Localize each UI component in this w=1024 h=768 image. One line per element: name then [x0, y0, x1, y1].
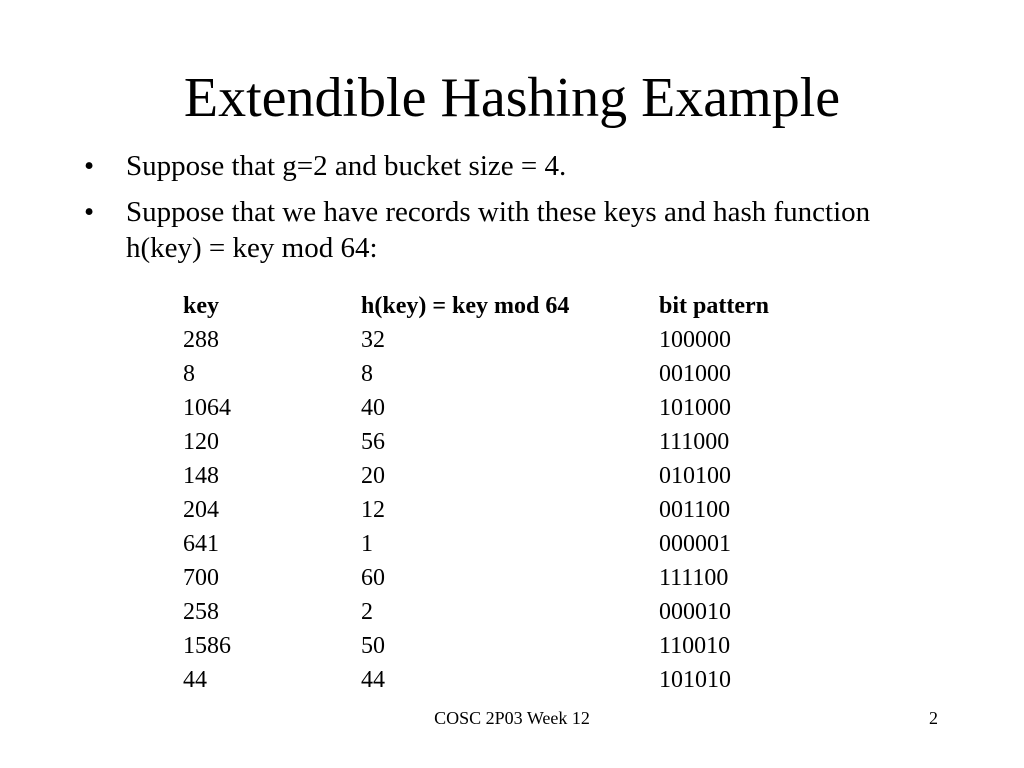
cell-hash: 60	[361, 565, 385, 591]
cell-hash: 12	[361, 497, 385, 523]
table-row	[183, 561, 819, 595]
table-row	[183, 493, 819, 527]
cell-hash: 2	[361, 599, 373, 625]
page-number: 2	[929, 708, 938, 728]
cell-key: 148	[183, 463, 219, 489]
hash-table	[183, 289, 819, 697]
bullet-list	[84, 148, 944, 276]
cell-bit-pattern: 001100	[659, 497, 731, 523]
cell-key: 204	[183, 497, 219, 523]
cell-key: 1064	[183, 395, 231, 421]
cell-bit-pattern: 000001	[659, 531, 731, 557]
cell-bit-pattern: 100000	[659, 327, 731, 353]
table-row	[183, 391, 819, 425]
cell-hash: 56	[361, 429, 385, 455]
cell-bit-pattern: 000010	[659, 599, 731, 625]
cell-hash: 50	[361, 633, 385, 659]
cell-hash: 8	[361, 361, 373, 387]
header-key: key	[183, 293, 219, 319]
header-hash: h(key) = key mod 64	[361, 293, 570, 319]
cell-bit-pattern: 001000	[659, 361, 731, 387]
cell-key: 258	[183, 599, 219, 625]
slide-title: Extendible Hashing Example	[183, 67, 841, 129]
cell-bit-pattern: 110010	[659, 633, 731, 659]
bullet-marker: •	[84, 196, 95, 228]
table-body	[183, 323, 819, 697]
cell-key: 700	[183, 565, 219, 591]
cell-bit-pattern: 111100	[659, 565, 729, 591]
cell-hash: 32	[361, 327, 385, 353]
cell-bit-pattern: 101010	[659, 667, 731, 693]
cell-key: 1586	[183, 633, 231, 659]
bullet-text: Suppose that we have records with these keys and hash function h(key) = key mod 64:	[126, 196, 871, 264]
table-row	[183, 323, 819, 357]
table-row	[183, 459, 819, 493]
bullet-item	[84, 194, 944, 266]
cell-bit-pattern: 010100	[659, 463, 731, 489]
table-row	[183, 357, 819, 391]
cell-key: 8	[183, 361, 195, 387]
table-header-row	[183, 289, 819, 323]
table-row	[183, 527, 819, 561]
bullet-item	[84, 148, 944, 184]
bullet-text: Suppose that g=2 and bucket size = 4.	[126, 150, 567, 182]
cell-bit-pattern: 101000	[659, 395, 731, 421]
header-bit-pattern: bit pattern	[659, 293, 769, 319]
cell-key: 120	[183, 429, 219, 455]
cell-hash: 1	[361, 531, 373, 557]
cell-key: 641	[183, 531, 219, 557]
table-row	[183, 629, 819, 663]
cell-hash: 44	[361, 667, 385, 693]
table-row	[183, 595, 819, 629]
cell-hash: 20	[361, 463, 385, 489]
footer-course: COSC 2P03 Week 12	[434, 708, 590, 728]
table-row	[183, 663, 819, 697]
cell-key: 44	[183, 667, 207, 693]
cell-bit-pattern: 111000	[659, 429, 730, 455]
cell-hash: 40	[361, 395, 385, 421]
bullet-marker: •	[84, 150, 95, 182]
cell-key: 288	[183, 327, 219, 353]
table-row	[183, 425, 819, 459]
